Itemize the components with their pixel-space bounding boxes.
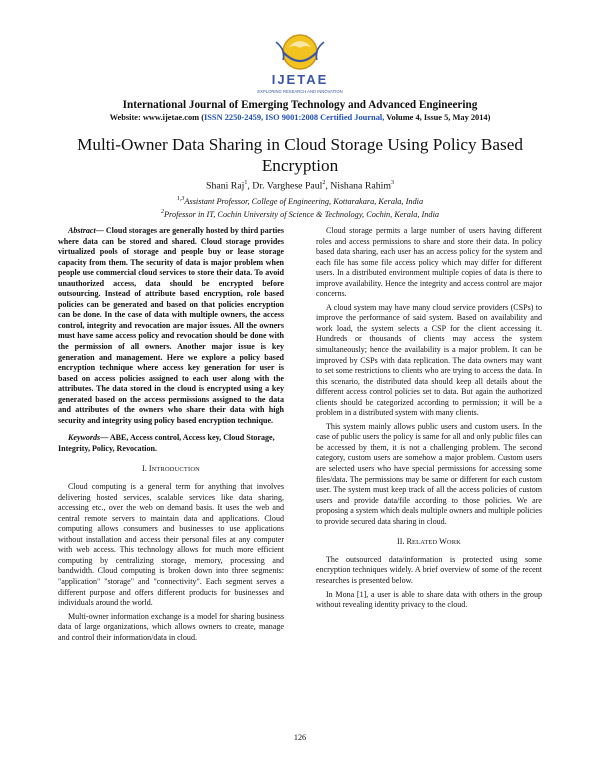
section-2-title-rest: ORK bbox=[446, 539, 461, 547]
body-paragraph-3: This system mainly allows public users and custom users. In the case of public users the policy is same for all and only public files can be accessed by them, it is not a challenging problem. The second category, custom users are somehow a major problem. Custom users are selected users who have special permissions for accessing some files/data. The permissions may be same or different for each custom user. The system must keep track of all the access policies of custom users and provide data/file according to those policies. We are proposing a system which deals multiple owners and multiple policies to provide secured data sharing in cloud. bbox=[316, 421, 542, 526]
journal-name: International Journal of Emerging Technology and Advanced Engineering bbox=[122, 99, 478, 111]
journal-website-line bbox=[0, 113, 600, 122]
author-3: , Nishana Rahim bbox=[325, 180, 391, 192]
page-number: 126 bbox=[293, 733, 307, 742]
affiliation-2-text: Professor in IT, Cochin University of Science & Technology, Cochin, Kerala, India bbox=[163, 209, 440, 219]
affiliation-1 bbox=[0, 196, 600, 206]
abstract-body: Cloud storages are generally hosted by third parties where data can be stored and shared. Cloud storage provides virtualized pools of storage and people buy or lease storage capacity from them. The security of data is major problem when people use commercial cloud services to store their data. To avoid unauthorized access, data should be encrypted before outsourcing. Instead of attribute based encryption, role based policies can be generated and based on that policies encryption can be done. In the case of data with multiple owners, the access control, integrity and revocation are major issues. All the owners must have same access policy and revocation should be done with the permission of all owners. Another major issue is key generation and management. Here we explore a policy based encryption technique where access key generation for user is based on access policies assigned to each user along with the attributes. The data stored in the cloud is encrypted using a key generated based on the access permissions assigned to the data and attributes of the owners who share their data with high security and integrity using policy based encryption technique. bbox=[58, 226, 284, 425]
intro-paragraph-1: Cloud computing is a general term for anything that involves delivering hosted services, scalable services like data sharing, accessing etc., over the web on demand basis. It uses the web and central remote servers to maintain data and applications. Cloud computing allows consumers and businesses to use applications without installation and access their personal files at any computer with web access. This technology allows for much more efficient computing by centralizing storage, memory, processing and bandwidth. Cloud computing is broken down into three segments: "application" "storage" and "connectivity". Each segment serves a different purpose and offers different products for businesses and individuals around the world. bbox=[58, 482, 284, 608]
issn-text: ISSN 2250-2459, ISO 9001:2008 Certified Journal, bbox=[204, 113, 385, 122]
body-paragraph-1: Cloud storage permits a large number of users having different roles and access permissions to share and store their data. In policy based data sharing, each user has an access policy for the system and each file has some file access policy which may differ for different users. In a distributed environment multiple copies of data is there to improve availability. Hence the integrity and access control are major concerns. bbox=[316, 226, 542, 299]
section-heading-related-work bbox=[316, 537, 542, 549]
affiliation-1-sup: 1,3 bbox=[176, 196, 185, 202]
volume-text: Volume 4, Issue 5, May 2014) bbox=[384, 113, 491, 122]
section-heading-introduction bbox=[58, 464, 284, 476]
section-2-title-mid: ELATED bbox=[412, 539, 440, 547]
right-column bbox=[316, 226, 542, 614]
related-paragraph-1: The outsourced data/information is protected using some encryption techniques widely. A brief overview of some of the recent researches is presented below. bbox=[316, 554, 542, 585]
abstract-lead: Abstract— bbox=[68, 226, 104, 235]
abstract bbox=[58, 226, 284, 426]
keywords-body: ABE, Access control, Access key, Cloud Storage, Integrity, Policy, Revocation. bbox=[58, 433, 275, 453]
author-3-sup: 3 bbox=[390, 180, 394, 186]
section-1-number: I. bbox=[142, 464, 149, 474]
keywords-lead: Keywords— bbox=[68, 433, 109, 443]
section-2-number: II. bbox=[397, 537, 407, 547]
affiliation-2-sup: 2 bbox=[160, 209, 164, 215]
section-1-title-rest: NTRODUCTION bbox=[151, 466, 200, 474]
section-2-title-w: W bbox=[439, 537, 447, 547]
section-2-title-initial: R bbox=[406, 537, 413, 547]
website-prefix: Website: www.ijetae.com ( bbox=[109, 113, 204, 122]
logo-wordmark: IJETAE bbox=[271, 72, 329, 87]
intro-paragraph-2: Multi-owner information exchange is a model for sharing business data of large organizations, which allows owners to create, manage and control their information/data in cloud. bbox=[58, 611, 284, 642]
body-paragraph-2: A cloud system may have many cloud service providers (CSPs) to improve the performance of said system. Based on availability and work load, the system selects a CSP for the client accessing it. Hundreds or thousands of clients may access the system simultaneously; hence the availability is a major problem. It can be improved by CSPs with data replication. The data owners may want to set some restrictions to clients who are trying to access the data. In this scenario, the distributed data should keep all details about the different access control policies set to data. But again the authorized clients should be categorized according to permission; it will be a problem in a distributed system with many clients. bbox=[316, 302, 542, 418]
author-line bbox=[0, 180, 600, 191]
author-2: , Dr. Varghese Paul bbox=[247, 180, 323, 192]
keywords bbox=[58, 433, 284, 454]
journal-logo bbox=[248, 30, 352, 96]
left-column bbox=[58, 226, 284, 646]
ijetae-logo-graphic bbox=[248, 30, 352, 96]
affiliation-1-text: Assistant Professor, College of Engineering, Kottarakara, Kerala, India bbox=[184, 196, 424, 206]
related-paragraph-2: In Mona [1], a user is able to share data with others in the group without revealing identity privacy to the cloud. bbox=[316, 589, 542, 610]
author-2-sup: 2 bbox=[322, 180, 326, 186]
author-1-sup: 1 bbox=[244, 180, 248, 186]
logo-tagline: EXPLORING RESEARCH AND INNOVATION bbox=[257, 89, 343, 94]
author-1: Shani Raj bbox=[206, 180, 245, 192]
paper-title: Multi-Owner Data Sharing in Cloud Storage Using Policy Based Encryption bbox=[77, 135, 523, 175]
section-1-title-initial: I bbox=[148, 464, 152, 474]
affiliation-2 bbox=[0, 209, 600, 219]
